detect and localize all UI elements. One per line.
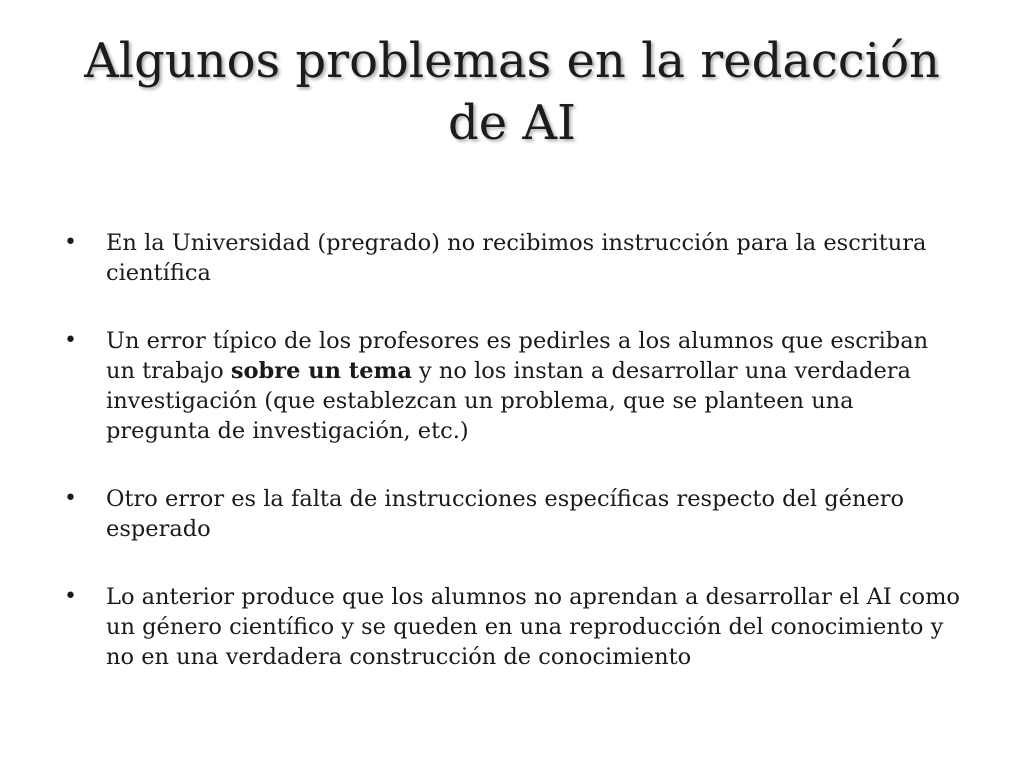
bullet-dot-icon: • <box>64 230 77 255</box>
bullet-dot-icon: • <box>64 486 77 511</box>
bullet-text-2-after: y no los instan a desarrollar una verdadera investigación (que establezcan un problema, que se planteen una pregunta de investigación, etc.) <box>106 358 911 444</box>
bullet-item-1 <box>64 228 964 288</box>
slide-title <box>40 30 984 154</box>
bullet-text-4: Lo anterior produce que los alumnos no aprendan a desarrollar el AI como un género científico y se queden en una reproducción del conocimiento y no en una verdadera construcción de conocimiento <box>106 584 960 670</box>
bullet-text-2 <box>106 328 928 444</box>
bullet-dot-icon: • <box>64 328 77 353</box>
bullet-list <box>64 228 964 672</box>
bullet-text-3: Otro error es la falta de instrucciones específicas respecto del género esperado <box>106 486 905 542</box>
slide-title-line-2: de AI <box>447 95 576 151</box>
bullet-item-3 <box>64 484 964 544</box>
bullet-text-2-before: Un error típico de los profesores es pedirles a los alumnos que escriban un trabajo <box>106 328 929 384</box>
slide-title-line-1: Algunos problemas en la redacción <box>84 33 940 89</box>
bullet-text-2-bold: sobre un tema <box>230 358 412 384</box>
bullet-item-4 <box>64 582 964 672</box>
bullet-text-1: En la Universidad (pregrado) no recibimos instrucción para la escritura científica <box>106 230 927 286</box>
bullet-item-2 <box>64 326 964 446</box>
bullet-dot-icon: • <box>64 584 77 609</box>
